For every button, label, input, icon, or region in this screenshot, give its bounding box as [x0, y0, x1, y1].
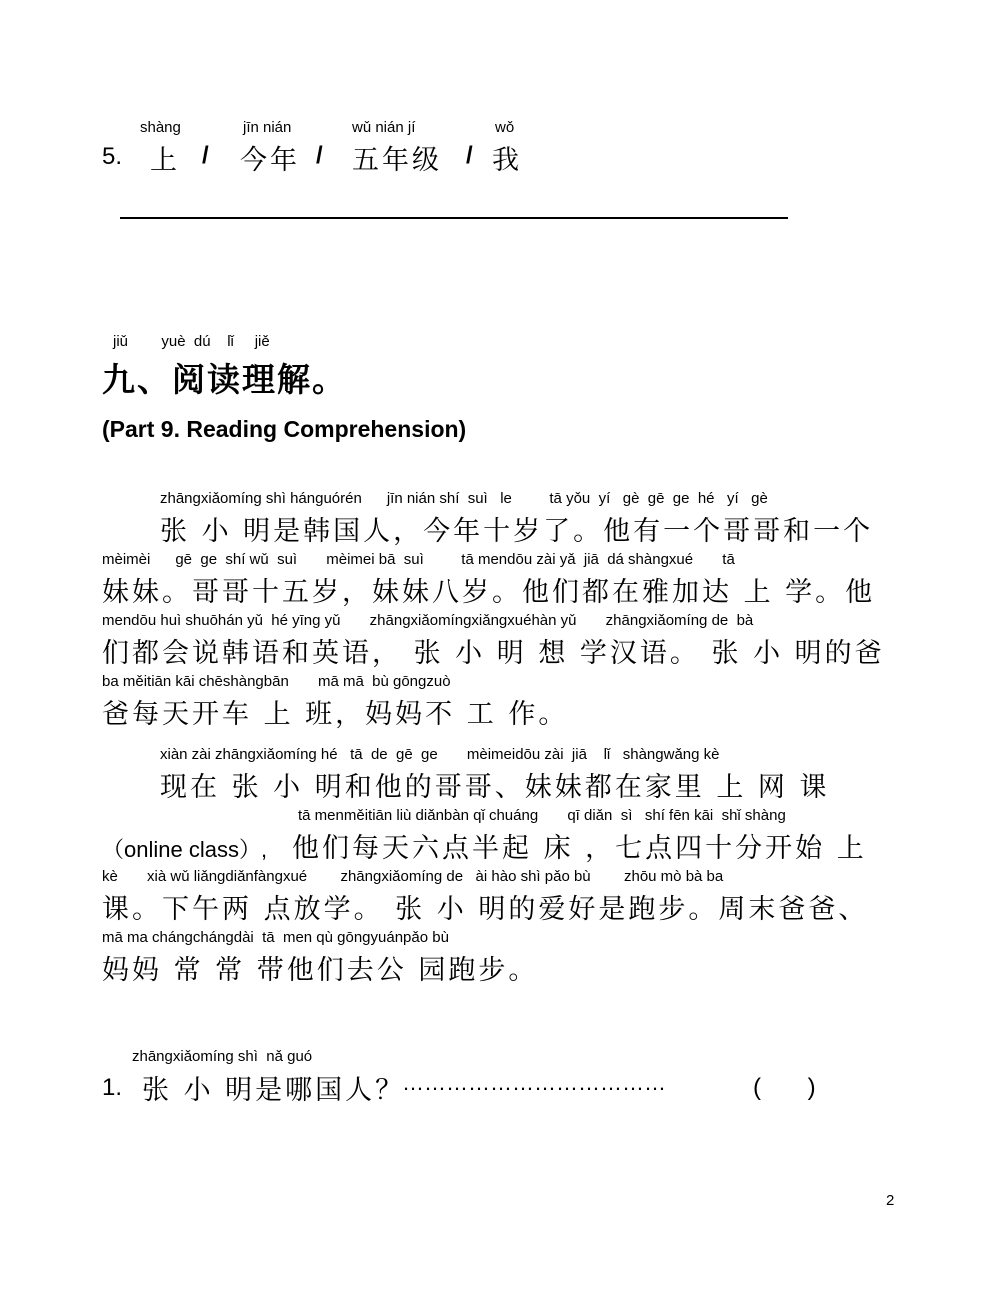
passage-pinyin-4: ba měitiān kāi chēshàngbān mā mā bù gōngzuò: [102, 673, 451, 690]
q5-pinyin-2: jīn nián: [243, 119, 292, 136]
q5-word-1: 上: [150, 145, 180, 176]
q5-pinyin-1: shàng: [140, 119, 181, 136]
q5-word-2: 今年: [240, 145, 300, 176]
q5-number: 5.: [102, 143, 123, 170]
passage-pinyin-7: kè xià wǔ liǎngdiǎnfàngxué zhāngxiǎomíng de ài hào shì pǎo bù zhōu mò bà ba: [102, 868, 724, 885]
q5-separator: /: [316, 142, 323, 169]
section9-title: 九、阅读理解。: [102, 360, 347, 399]
passage-pinyin-5: xiàn zài zhāngxiǎomíng hé tā de gē ge mèimeidōu zài jiā lǐ shàngwǎng kè: [160, 746, 720, 763]
passage-line-1: 张 小 明是韩国人，今年十岁了。他有一个哥哥和一个: [160, 516, 874, 547]
q1-text: 张 小 明是哪国人？: [142, 1075, 406, 1106]
passage-pinyin-6: tā menměitiān liù diǎnbàn qǐ chuáng qī diǎn sì shí fēn kāi shǐ shàng: [298, 807, 786, 824]
passage-line-8: 妈妈 常 常 带他们去公 园跑步。: [102, 955, 539, 986]
q5-separator: /: [202, 142, 209, 169]
q1-answer-bracket[interactable]: ( ): [753, 1074, 816, 1101]
passage-line-3: 们都会说韩语和英语， 张 小 明 想 学汉语。 张 小 明的爸: [102, 638, 885, 669]
passage-line-7: 课。下午两 点放学。 张 小 明的爱好是跑步。周末爸爸、: [102, 894, 869, 925]
passage-pinyin-1: zhāngxiǎomíng shì hánguórén jīn nián shí suì le tā yǒu yí gè gē ge hé yí gè: [160, 490, 768, 507]
passage-pinyin-8: mā ma chángchángdài tā men qù gōngyuánpǎo bù: [102, 929, 449, 946]
page-number: 2: [886, 1192, 895, 1209]
section9-pinyin: jiǔ yuè dú lǐ jiě: [113, 333, 270, 350]
section9-subtitle: (Part 9. Reading Comprehension): [102, 416, 467, 442]
passage-line-6-english: （online class）,: [102, 837, 268, 862]
passage-pinyin-3: mendōu huì shuōhán yǔ hé yīng yǔ zhāngxiǎomíngxiǎngxuéhàn yǔ zhāngxiǎomíng de bà: [102, 612, 754, 629]
q5-separator: /: [466, 142, 473, 169]
q5-answer-line[interactable]: [120, 217, 788, 219]
q5-pinyin-3: wǔ nián jí: [352, 119, 416, 136]
passage-line-4: 爸每天开车 上 班，妈妈不 工 作。: [102, 699, 569, 730]
passage-pinyin-2: mèimèi gē ge shí wǔ suì mèimei bā suì tā mendōu zài yǎ jiā dá shàngxué tā: [102, 551, 735, 568]
q1-number: 1.: [102, 1074, 123, 1101]
q5-word-4: 我: [492, 145, 522, 176]
passage-line-5: 现在 张 小 明和他的哥哥、妹妹都在家里 上 网 课: [160, 772, 830, 803]
q1-pinyin: zhāngxiǎomíng shì nǎ guó: [132, 1048, 313, 1065]
passage-line-6: 他们每天六点半起 床 ，七点四十分开始 上: [292, 833, 867, 864]
q5-pinyin-4: wǒ: [495, 119, 515, 136]
q1-dots: ………………………………: [402, 1070, 666, 1095]
passage-line-2: 妹妹。哥哥十五岁，妹妹八岁。他们都在雅加达 上 学。他: [102, 577, 876, 608]
q5-word-3: 五年级: [352, 145, 442, 176]
